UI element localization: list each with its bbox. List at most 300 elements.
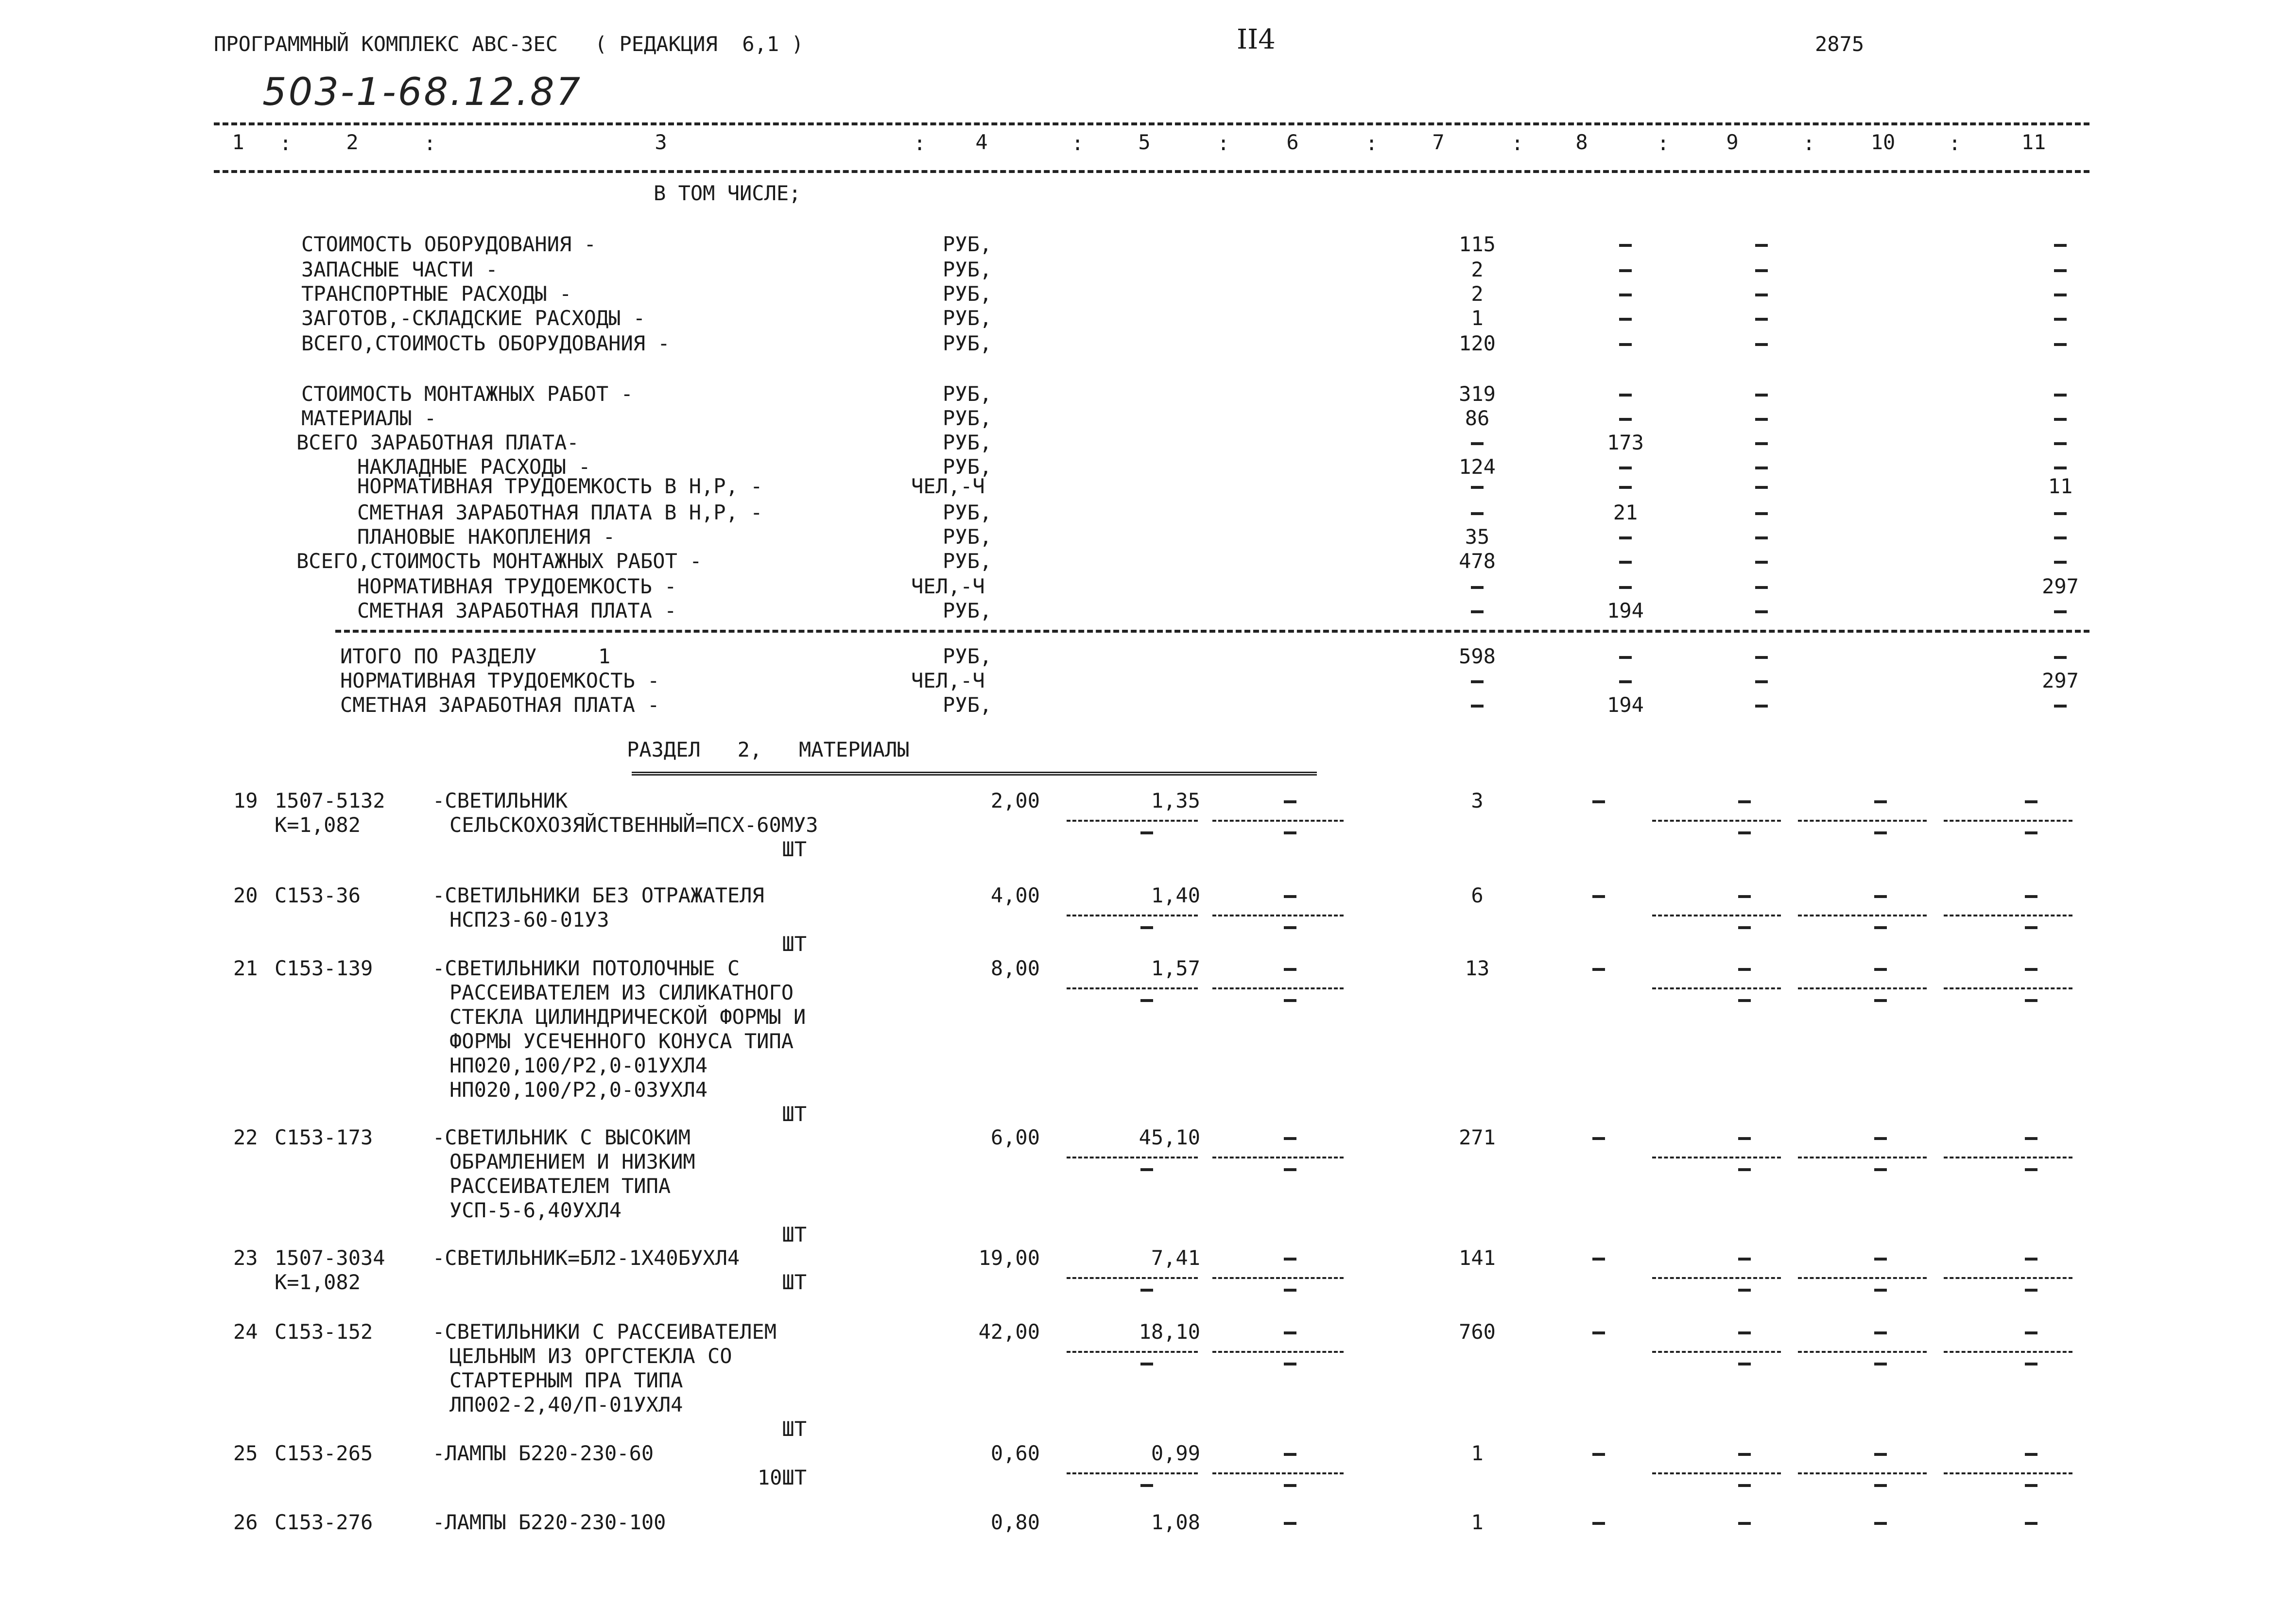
cost-row-label: СТОИМОСТЬ ОБОРУДОВАНИЯ - (301, 232, 596, 256)
subtotal-underline (1652, 1351, 1781, 1353)
item-sub-dash (1140, 1484, 1153, 1487)
header-top-rule (214, 122, 2089, 125)
cost-row-col8 (1619, 318, 1632, 321)
item-col8-dash (1592, 968, 1605, 971)
item-description: -ЛАМПЫ Б220-230-100 (432, 1510, 666, 1534)
item-sub-dash (1738, 1289, 1751, 1292)
total-row-col9 (1755, 705, 1768, 708)
item-description: ФОРМЫ УСЕЧЕННОГО КОНУСА ТИПА (449, 1029, 794, 1053)
item-quantity: 6,00 (990, 1125, 1040, 1149)
cost-row-col9 (1755, 586, 1768, 589)
item-description: -СВЕТИЛЬНИК=БЛ2-1Х40БУХЛ4 (432, 1246, 740, 1270)
item-description: -СВЕТИЛЬНИКИ С РАССЕИВАТЕЛЕМ (432, 1320, 777, 1344)
subtotal-underline (1212, 915, 1344, 916)
subtotal-underline (1067, 1472, 1198, 1474)
item-unit: ШТ (782, 1270, 807, 1294)
cost-row-col8 (1619, 418, 1632, 421)
item-code: 1507-3034 (275, 1246, 385, 1270)
cost-row-col9 (1755, 512, 1768, 515)
item-sub-dash (1140, 926, 1153, 929)
subtotal-underline (1798, 1157, 1927, 1158)
item-quantity: 42,00 (978, 1320, 1040, 1344)
total-row-col9 (1755, 680, 1768, 683)
item-col9-dash (1738, 1453, 1751, 1456)
item-col6-dash (1284, 1258, 1296, 1261)
subtotal-underline (1798, 820, 1927, 822)
cost-row-col11 (2054, 610, 2067, 613)
cost-row-label: ВСЕГО,СТОИМОСТЬ МОНТАЖНЫХ РАБОТ - (296, 549, 702, 573)
item-col11-dash (2025, 1522, 2037, 1525)
item-sub-dash (1874, 1363, 1887, 1365)
cost-row-unit: РУБ, (943, 282, 992, 306)
item-description: НП020,100/Р2,0-01УХЛ4 (449, 1054, 708, 1077)
column-separator: : (1217, 131, 1230, 155)
item-price: 1,57 (1151, 956, 1200, 980)
cost-row-label: СМЕТНАЯ ЗАРАБОТНАЯ ПЛАТА - (357, 599, 677, 622)
cost-row-unit: РУБ, (943, 431, 992, 454)
cost-row-col9 (1755, 343, 1768, 346)
cost-row-col7 (1471, 586, 1484, 589)
item-description: НП020,100/Р2,0-03УХЛ4 (449, 1078, 708, 1102)
item-number: 26 (233, 1510, 258, 1534)
item-description: ЦЕЛЬНЫМ ИЗ ОРГСТЕКЛА СО (449, 1344, 732, 1368)
cost-row-col8 (1619, 467, 1632, 469)
cost-row-col11 (2054, 467, 2067, 469)
cost-row-col7: 319 (1459, 382, 1496, 406)
item-col8-dash (1592, 895, 1605, 898)
cost-row-col8 (1619, 294, 1632, 296)
item-sub-dash (2025, 926, 2037, 929)
item-col10-dash (1874, 800, 1887, 803)
total-row-unit: РУБ, (943, 644, 992, 668)
cost-row-col11: 297 (2042, 574, 2079, 598)
cost-row-col11 (2054, 536, 2067, 539)
subtotal-underline (1798, 1351, 1927, 1353)
item-sub-dash (1140, 1363, 1153, 1365)
cost-row-col9 (1755, 294, 1768, 296)
column-separator: : (424, 131, 436, 155)
cost-row-col11: 11 (2048, 474, 2073, 498)
cost-row-col11 (2054, 561, 2067, 564)
item-price: 45,10 (1139, 1125, 1200, 1149)
item-col10-dash (1874, 1258, 1887, 1261)
item-description: -СВЕТИЛЬНИКИ БЕЗ ОТРАЖАТЕЛЯ (432, 883, 764, 907)
item-code: С153-173 (275, 1125, 373, 1149)
cost-row-col11 (2054, 269, 2067, 272)
item-coefficient: К=1,082 (275, 813, 361, 837)
subtotal-underline (1798, 1277, 1927, 1279)
cost-row-col11 (2054, 294, 2067, 296)
item-col7: 1 (1471, 1510, 1484, 1534)
item-col8-dash (1592, 1258, 1605, 1261)
cost-row-col11 (2054, 512, 2067, 515)
item-col9-dash (1738, 800, 1751, 803)
item-description: СТАРТЕРНЫМ ПРА ТИПА (449, 1368, 683, 1392)
column-header-6: 6 (1286, 130, 1299, 154)
item-col9-dash (1738, 1258, 1751, 1261)
item-description: -СВЕТИЛЬНИК С ВЫСОКИМ (432, 1125, 691, 1149)
item-col6-dash (1284, 800, 1296, 803)
item-coefficient: К=1,082 (275, 1270, 361, 1294)
cost-row-col7: 120 (1459, 331, 1496, 355)
cost-row-col9 (1755, 467, 1768, 469)
cost-row-label: ВСЕГО,СТОИМОСТЬ ОБОРУДОВАНИЯ - (301, 331, 670, 355)
item-col8-dash (1592, 800, 1605, 803)
column-header-5: 5 (1138, 130, 1151, 154)
item-col7: 13 (1465, 956, 1490, 980)
item-number: 21 (233, 956, 258, 980)
cost-row-unit: РУБ, (943, 406, 992, 430)
cost-row-col7: 2 (1471, 258, 1484, 281)
item-col8-dash (1592, 1522, 1605, 1525)
total-row-label: НОРМАТИВНАЯ ТРУДОЕМКОСТЬ - (340, 669, 660, 692)
cost-row-col9 (1755, 561, 1768, 564)
cost-row-unit: РУБ, (943, 599, 992, 622)
column-header-1: 1 (232, 130, 244, 154)
item-sub-dash (1140, 831, 1153, 834)
cost-row-col8 (1619, 244, 1632, 247)
item-sub-dash (1738, 1484, 1751, 1487)
item-sub-dash (1874, 1289, 1887, 1292)
item-unit: ШТ (782, 932, 807, 956)
item-col11-dash (2025, 1258, 2037, 1261)
subtotal-underline (1652, 915, 1781, 916)
item-col7: 6 (1471, 883, 1484, 907)
item-sub-dash (1874, 926, 1887, 929)
item-col11-dash (2025, 1453, 2037, 1456)
item-sub-dash (1874, 999, 1887, 1002)
item-sub-dash (1284, 1363, 1296, 1365)
column-header-8: 8 (1575, 130, 1588, 154)
item-col8-dash (1592, 1137, 1605, 1140)
cost-row-col8 (1619, 486, 1632, 489)
item-col10-dash (1874, 895, 1887, 898)
item-number: 24 (233, 1320, 258, 1344)
item-sub-dash (2025, 1363, 2037, 1365)
cost-row-col7: 86 (1465, 406, 1490, 430)
cost-row-col9 (1755, 318, 1768, 321)
header-bottom-rule (214, 170, 2089, 173)
cost-row-col8 (1619, 536, 1632, 539)
subtotal-underline (1212, 1472, 1344, 1474)
cost-row-unit: РУБ, (943, 501, 992, 524)
column-header-10: 10 (1870, 130, 1896, 154)
column-separator: : (1071, 131, 1084, 155)
item-col7: 760 (1459, 1320, 1496, 1344)
item-number: 25 (233, 1441, 258, 1465)
item-quantity: 4,00 (990, 883, 1040, 907)
item-sub-dash (1874, 1168, 1887, 1171)
column-separator: : (1657, 131, 1670, 155)
cost-row-col9 (1755, 610, 1768, 613)
cost-row-col8 (1619, 561, 1632, 564)
item-description: РАССЕИВАТЕЛЕМ ИЗ СИЛИКАТНОГО (449, 981, 794, 1004)
cost-row-col7 (1471, 512, 1484, 515)
cost-row-col9 (1755, 536, 1768, 539)
item-col9-dash (1738, 1137, 1751, 1140)
subtotal-underline (1212, 1351, 1344, 1353)
cost-row-label: ПЛАНОВЫЕ НАКОПЛЕНИЯ - (357, 525, 616, 549)
item-col11-dash (2025, 895, 2037, 898)
subtotal-underline (1067, 820, 1198, 822)
cost-row-col7: 115 (1459, 232, 1496, 256)
item-unit: ШТ (782, 837, 807, 861)
subtotal-underline (1067, 1351, 1198, 1353)
item-col6-dash (1284, 1331, 1296, 1334)
cost-row-col7: 2 (1471, 282, 1484, 306)
subtotal-underline (1944, 1472, 2072, 1474)
subtotal-underline (1944, 1277, 2072, 1279)
total-row-col7 (1471, 705, 1484, 708)
item-price: 1,35 (1151, 789, 1200, 812)
item-sub-dash (1284, 999, 1296, 1002)
item-quantity: 8,00 (990, 956, 1040, 980)
total-row-label: ИТОГО ПО РАЗДЕЛУ 1 (340, 644, 611, 668)
cost-row-col11 (2054, 394, 2067, 397)
cost-row-col8 (1619, 343, 1632, 346)
item-sub-dash (1874, 831, 1887, 834)
cost-row-col9 (1755, 394, 1768, 397)
column-header-11: 11 (2021, 130, 2046, 154)
item-sub-dash (1140, 1289, 1153, 1292)
item-col11-dash (2025, 1331, 2037, 1334)
item-number: 23 (233, 1246, 258, 1270)
item-description: -ЛАМПЫ Б220-230-60 (432, 1441, 654, 1465)
item-number: 22 (233, 1125, 258, 1149)
total-row-col8: 194 (1607, 693, 1644, 717)
total-row-col11 (2054, 656, 2067, 659)
item-sub-dash (1284, 1289, 1296, 1292)
item-col9-dash (1738, 1522, 1751, 1525)
subtotal-underline (1798, 987, 1927, 989)
cost-row-label: НОРМАТИВНАЯ ТРУДОЕМКОСТЬ - (357, 574, 677, 598)
handwritten-code: 503-1-68.12.87 (262, 70, 583, 114)
cost-row-unit: РУБ, (943, 306, 992, 330)
page-number: II4 (1237, 24, 1276, 55)
subtotal-underline (1798, 915, 1927, 916)
item-col8-dash (1592, 1331, 1605, 1334)
column-header-9: 9 (1726, 130, 1739, 154)
cost-row-label: ЗАПАСНЫЕ ЧАСТИ - (301, 258, 498, 281)
item-col9-dash (1738, 1331, 1751, 1334)
total-row-col11 (2054, 705, 2067, 708)
subtotal-underline (1067, 1277, 1198, 1279)
cost-row-col11 (2054, 442, 2067, 445)
cost-row-col7: 478 (1459, 549, 1496, 573)
cost-row-col9 (1755, 269, 1768, 272)
cost-row-col7 (1471, 610, 1484, 613)
column-header-4: 4 (975, 130, 988, 154)
item-col7: 271 (1459, 1125, 1496, 1149)
item-sub-dash (1738, 1363, 1751, 1365)
subtotal-underline (1652, 987, 1781, 989)
cost-row-unit: ЧЕЛ,-Ч (911, 574, 985, 598)
cost-row-col8: 173 (1607, 431, 1644, 454)
subtotal-underline (1212, 820, 1344, 822)
section1-heading: В ТОМ ЧИСЛЕ; (654, 181, 801, 205)
item-sub-dash (1738, 999, 1751, 1002)
item-quantity: 0,60 (990, 1441, 1040, 1465)
item-col7: 141 (1459, 1246, 1496, 1270)
item-col6-dash (1284, 1453, 1296, 1456)
item-col11-dash (2025, 800, 2037, 803)
cost-row-label: МАТЕРИАЛЫ - (301, 406, 437, 430)
item-description: НСП23-60-01УЗ (449, 908, 609, 932)
subtotal-underline (1212, 1277, 1344, 1279)
cost-row-col8 (1619, 269, 1632, 272)
item-code: С153-265 (275, 1441, 373, 1465)
item-quantity: 2,00 (990, 789, 1040, 812)
item-code: С153-36 (275, 883, 361, 907)
item-col6-dash (1284, 1137, 1296, 1140)
cost-row-label: НОРМАТИВНАЯ ТРУДОЕМКОСТЬ В Н,Р, - (357, 474, 763, 498)
item-col10-dash (1874, 1522, 1887, 1525)
item-description: СТЕКЛА ЦИЛИНДРИЧЕСКОЙ ФОРМЫ И (449, 1005, 806, 1029)
item-price: 18,10 (1139, 1320, 1200, 1344)
total-row-col11: 297 (2042, 669, 2079, 692)
item-unit: ШТ (782, 1223, 807, 1246)
total-row-col7 (1471, 680, 1484, 683)
item-description: ОБРАМЛЕНИЕМ И НИЗКИМ (449, 1150, 695, 1174)
item-col7: 1 (1471, 1441, 1484, 1465)
column-separator: : (1949, 131, 1961, 155)
cost-row-col9 (1755, 244, 1768, 247)
item-col9-dash (1738, 968, 1751, 971)
cost-row-label: ЗАГОТОВ,-СКЛАДСКИЕ РАСХОДЫ - (301, 306, 646, 330)
total-row-col8 (1619, 680, 1632, 683)
cost-row-unit: РУБ, (943, 258, 992, 281)
item-price: 1,08 (1151, 1510, 1200, 1534)
item-col10-dash (1874, 1137, 1887, 1140)
section1-total-rule (335, 630, 2089, 633)
cost-row-col7: 35 (1465, 525, 1490, 549)
cost-row-label: СМЕТНАЯ ЗАРАБОТНАЯ ПЛАТА В Н,Р, - (357, 501, 763, 524)
item-sub-dash (1284, 831, 1296, 834)
cost-row-col8 (1619, 394, 1632, 397)
item-col11-dash (2025, 1137, 2037, 1140)
cost-row-unit: РУБ, (943, 232, 992, 256)
item-col11-dash (2025, 968, 2037, 971)
cost-row-col9 (1755, 486, 1768, 489)
subtotal-underline (1212, 987, 1344, 989)
subtotal-underline (1652, 1472, 1781, 1474)
cost-row-unit: РУБ, (943, 455, 992, 479)
item-sub-dash (1738, 1168, 1751, 1171)
subtotal-underline (1944, 820, 2072, 822)
item-description: -СВЕТИЛЬНИК (432, 789, 568, 812)
item-description: ЛП002-2,40/П-01УХЛ4 (449, 1393, 683, 1417)
item-quantity: 19,00 (978, 1246, 1040, 1270)
subtotal-underline (1652, 1157, 1781, 1158)
total-row-unit: РУБ, (943, 693, 992, 717)
item-col10-dash (1874, 968, 1887, 971)
item-price: 0,99 (1151, 1441, 1200, 1465)
column-header-3: 3 (655, 130, 667, 154)
item-sub-dash (2025, 1289, 2037, 1292)
item-sub-dash (2025, 1168, 2037, 1171)
item-code: С153-152 (275, 1320, 373, 1344)
total-row-col8 (1619, 656, 1632, 659)
subtotal-underline (1944, 915, 2072, 916)
item-sub-dash (1284, 1484, 1296, 1487)
cost-row-col9 (1755, 418, 1768, 421)
cost-row-col7: 1 (1471, 306, 1484, 330)
item-code: С153-139 (275, 956, 373, 980)
cost-row-unit: РУБ, (943, 382, 992, 406)
item-col10-dash (1874, 1453, 1887, 1456)
cost-row-col11 (2054, 318, 2067, 321)
cost-row-col11 (2054, 418, 2067, 421)
column-header-2: 2 (346, 130, 359, 154)
subtotal-underline (1067, 915, 1198, 916)
total-row-unit: ЧЕЛ,-Ч (911, 669, 985, 692)
program-header: ПРОГРАММНЫЙ КОМПЛЕКС АВС-ЗЕС ( РЕДАКЦИЯ 6,1 ) (214, 32, 804, 56)
cost-row-unit: РУБ, (943, 549, 992, 573)
item-sub-dash (2025, 999, 2037, 1002)
item-unit: ШТ (782, 1102, 807, 1126)
subtotal-underline (1944, 1157, 2072, 1158)
item-price: 1,40 (1151, 883, 1200, 907)
cost-row-label: ВСЕГО ЗАРАБОТНАЯ ПЛАТА- (296, 431, 579, 454)
column-separator: : (914, 131, 926, 155)
item-col6-dash (1284, 1522, 1296, 1525)
item-number: 20 (233, 883, 258, 907)
item-price: 7,41 (1151, 1246, 1200, 1270)
total-row-col7: 598 (1459, 644, 1496, 668)
column-separator: : (1511, 131, 1524, 155)
column-separator: : (1365, 131, 1378, 155)
item-col6-dash (1284, 895, 1296, 898)
column-separator: : (279, 131, 292, 155)
item-code: 1507-5132 (275, 789, 385, 812)
item-col9-dash (1738, 895, 1751, 898)
item-col6-dash (1284, 968, 1296, 971)
item-col10-dash (1874, 1331, 1887, 1334)
column-header-7: 7 (1432, 130, 1445, 154)
cost-row-col7: 124 (1459, 455, 1496, 479)
cost-row-col8 (1619, 586, 1632, 589)
item-sub-dash (1874, 1484, 1887, 1487)
item-sub-dash (1284, 926, 1296, 929)
section2-underline (632, 772, 1317, 776)
item-number: 19 (233, 789, 258, 812)
subtotal-underline (1212, 1157, 1344, 1158)
item-sub-dash (1140, 1168, 1153, 1171)
cost-row-col9 (1755, 442, 1768, 445)
total-row-col9 (1755, 656, 1768, 659)
cost-row-unit: РУБ, (943, 331, 992, 355)
subtotal-underline (1944, 1351, 2072, 1353)
item-unit: ШТ (782, 1417, 807, 1441)
subtotal-underline (1067, 1157, 1198, 1158)
subtotal-underline (1944, 987, 2072, 989)
item-sub-dash (1738, 926, 1751, 929)
item-code: С153-276 (275, 1510, 373, 1534)
item-sub-dash (1140, 999, 1153, 1002)
subtotal-underline (1652, 820, 1781, 822)
cost-row-unit: ЧЕЛ,-Ч (911, 474, 985, 498)
item-sub-dash (1284, 1168, 1296, 1171)
item-unit: 10ШТ (757, 1466, 807, 1489)
item-col8-dash (1592, 1453, 1605, 1456)
subtotal-underline (1798, 1472, 1927, 1474)
subtotal-underline (1067, 987, 1198, 989)
cost-row-unit: РУБ, (943, 525, 992, 549)
item-description: РАССЕИВАТЕЛЕМ ТИПА (449, 1174, 671, 1198)
cost-row-label: СТОИМОСТЬ МОНТАЖНЫХ РАБОТ - (301, 382, 633, 406)
total-row-label: СМЕТНАЯ ЗАРАБОТНАЯ ПЛАТА - (340, 693, 660, 717)
subtotal-underline (1652, 1277, 1781, 1279)
